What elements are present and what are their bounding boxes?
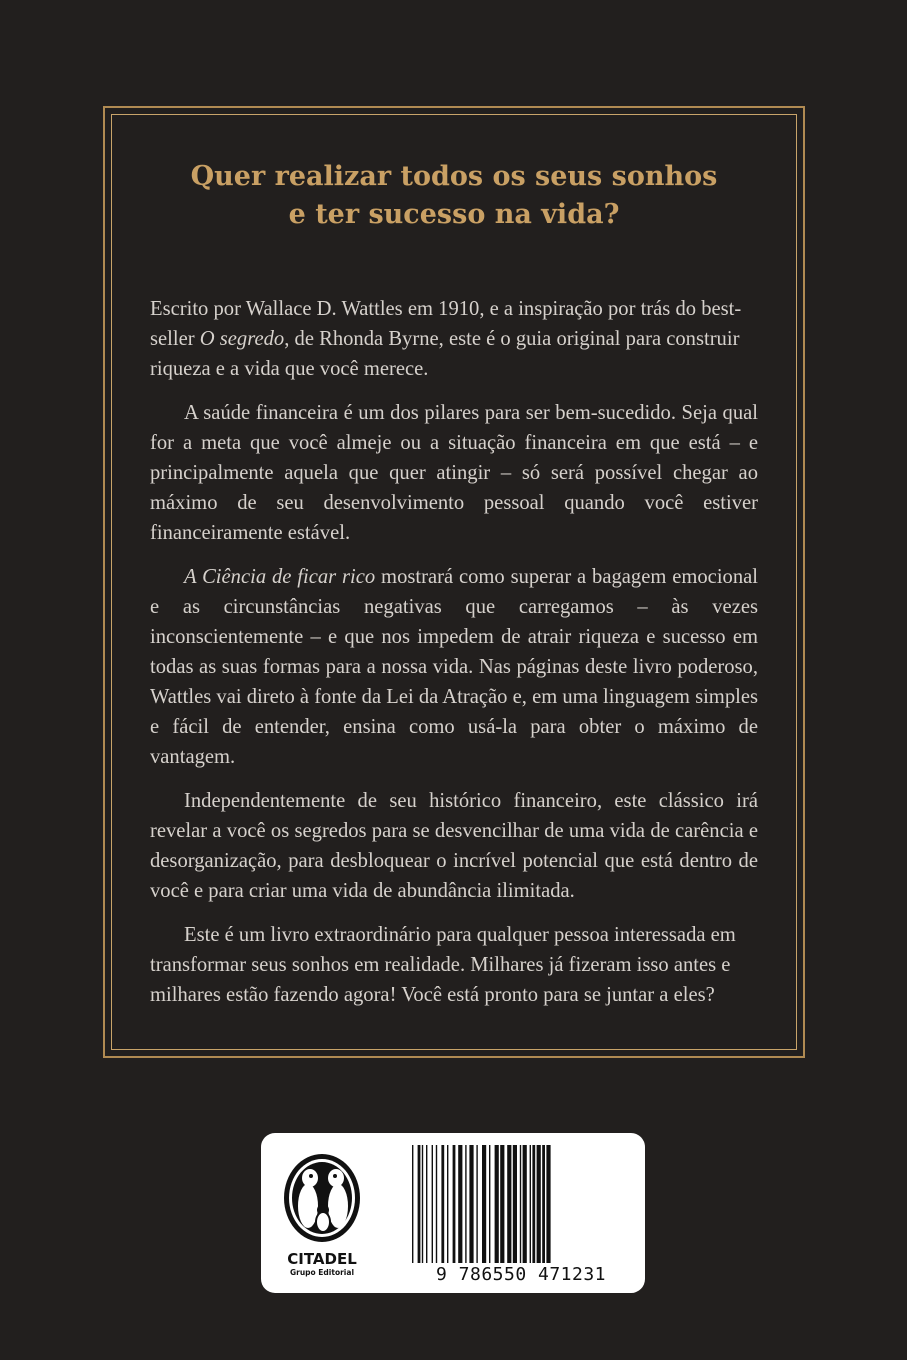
barcode-bar <box>530 1145 531 1263</box>
barcode-bar <box>432 1145 433 1263</box>
headline-line-2: e ter sucesso na vida? <box>288 199 620 230</box>
paragraph-1-text-a: Escrito por Wallace D. Wattles em 1910, e a inspiração por trás do best-seller <box>150 298 742 350</box>
barcode-bar <box>520 1145 521 1263</box>
barcode-bar <box>546 1145 550 1263</box>
barcode-bar <box>469 1145 473 1263</box>
barcode-bar <box>465 1145 466 1263</box>
paragraph-4: Independentemente de seu histórico financeiro, este clássico irá revelar a você os segredos para se desvencilhar de uma vida de carência e desorganização, para desbloquear o incrível potencial que está dentro de você e para criar uma vida de abundância ilimitada. <box>150 790 758 902</box>
barcode-bar <box>441 1145 444 1263</box>
barcode-bar <box>418 1145 421 1263</box>
paragraph-2: A saúde financeira é um dos pilares para ser bem-sucedido. Seja qual for a meta que você almeje ou a situação financeira em que está – e principalmente aquela que quer atingir – só será possível chegar ao máximo de seu desenvolvimento pessoal quando você estiver financeiramente estável. <box>150 402 758 544</box>
barcode-bar <box>426 1145 427 1263</box>
book-title: A Ciência de ficar rico <box>184 566 376 588</box>
barcode-bar <box>513 1145 517 1263</box>
barcode-bar <box>453 1145 456 1263</box>
barcode-bar <box>542 1145 545 1263</box>
barcode-bar <box>482 1145 486 1263</box>
paragraph-1-text-b: , de Rhonda Byrne, este é o guia original para construir riqueza e a vida que você merece. <box>150 328 740 380</box>
paragraph-3-text: mostrará como superar a bagagem emocional e as circunstâncias negativas que carregamos – às vezes inconscientemente – e que nos impedem de atrair riqueza e sucesso em todas as suas formas para a nossa vida. Nas páginas deste livro poderoso, Wattles vai direto à fonte da Lei da Atração e, em uma linguagem simples e fácil de entender, ensina como usá-la para obter o máximo de vantagem. <box>150 566 758 768</box>
isbn-number: 9 786550 471231 <box>435 1264 607 1285</box>
headline <box>120 158 788 234</box>
synopsis <box>150 294 758 1024</box>
isbn-barcode <box>410 1145 632 1263</box>
publisher-name: CITADEL <box>287 1250 357 1268</box>
book-reference-title: O segredo <box>199 328 285 350</box>
barcode-bar <box>537 1145 541 1263</box>
barcode-bar <box>476 1145 477 1263</box>
barcode-bar <box>532 1145 535 1263</box>
barcode-bar <box>495 1145 499 1263</box>
barcode-bar <box>523 1145 527 1263</box>
barcode-bar <box>422 1145 423 1263</box>
paragraph-5: Este é um livro extraordinário para qualquer pessoa interessada em transformar seus sonhos em realidade. Milhares já fizeram isso antes e milhares estão fazendo agora! Você está pronto para se juntar a eles? <box>150 924 736 1006</box>
barcode-bar <box>489 1145 490 1263</box>
barcode-bar <box>436 1145 437 1263</box>
barcode-bar <box>412 1145 413 1263</box>
barcode-bar <box>500 1145 504 1263</box>
headline-line-1: Quer realizar todos os seus sonhos <box>190 161 718 192</box>
publisher-subtitle: Grupo Editorial <box>289 1268 355 1277</box>
barcode-bar <box>458 1145 462 1263</box>
paragraph-3 <box>150 562 758 772</box>
barcode-bar <box>507 1145 511 1263</box>
barcode-bar <box>447 1145 448 1263</box>
paragraph-1 <box>150 294 758 384</box>
